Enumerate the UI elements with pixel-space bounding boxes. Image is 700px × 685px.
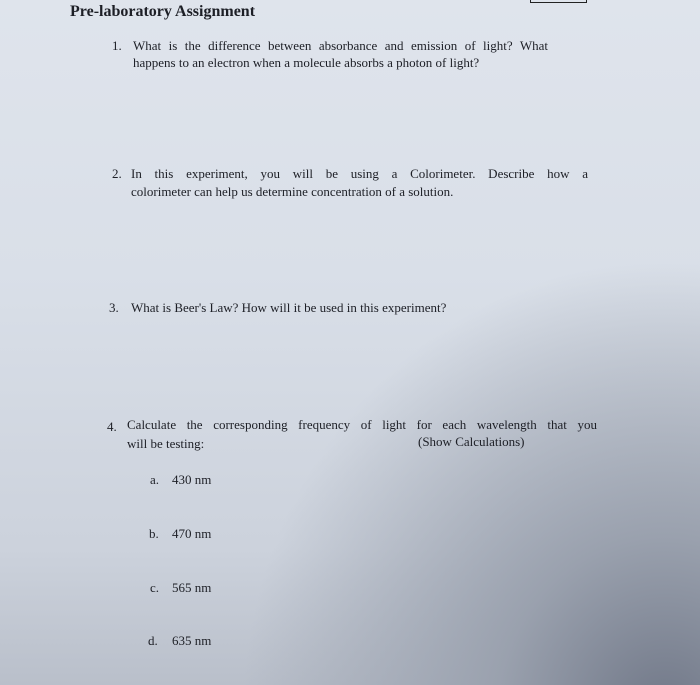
page-title: Pre-laboratory Assignment <box>70 3 256 20</box>
wavelength-a-value: 430 nm <box>172 472 212 487</box>
wavelength-b-letter: b. <box>149 526 159 541</box>
wavelength-b-value: 470 nm <box>172 526 212 541</box>
wavelength-d-letter: d. <box>148 633 158 648</box>
question-3-number: 3. <box>109 300 119 315</box>
wavelength-c-letter: c. <box>150 580 160 595</box>
question-1-number: 1. <box>112 38 122 53</box>
question-4-line-2: will be testing: <box>127 436 205 451</box>
question-2-line-1: In this experiment, you will be using a Colorimeter. Describe how a <box>131 166 588 181</box>
question-1-line-2: happens to an electron when a molecule absorbs a photon of light? <box>133 55 480 70</box>
wavelength-c-value: 565 nm <box>172 580 212 595</box>
question-4-number: 4. <box>107 419 117 434</box>
question-4-line-1: Calculate the corresponding frequency of light for each wavelength that you <box>127 417 597 432</box>
wavelength-a-letter: a. <box>150 472 160 487</box>
question-1-line-1: What is the difference between absorbance and emission of light? What <box>133 38 548 53</box>
question-3-text: What is Beer's Law? How will it be used in this experiment? <box>131 300 447 315</box>
question-2-number: 2. <box>112 166 122 181</box>
question-2-line-2: colorimeter can help us determine concentration of a solution. <box>131 184 454 199</box>
answer-box <box>530 0 587 3</box>
wavelength-d-value: 635 nm <box>172 633 212 648</box>
question-4-note: (Show Calculations) <box>418 434 525 449</box>
